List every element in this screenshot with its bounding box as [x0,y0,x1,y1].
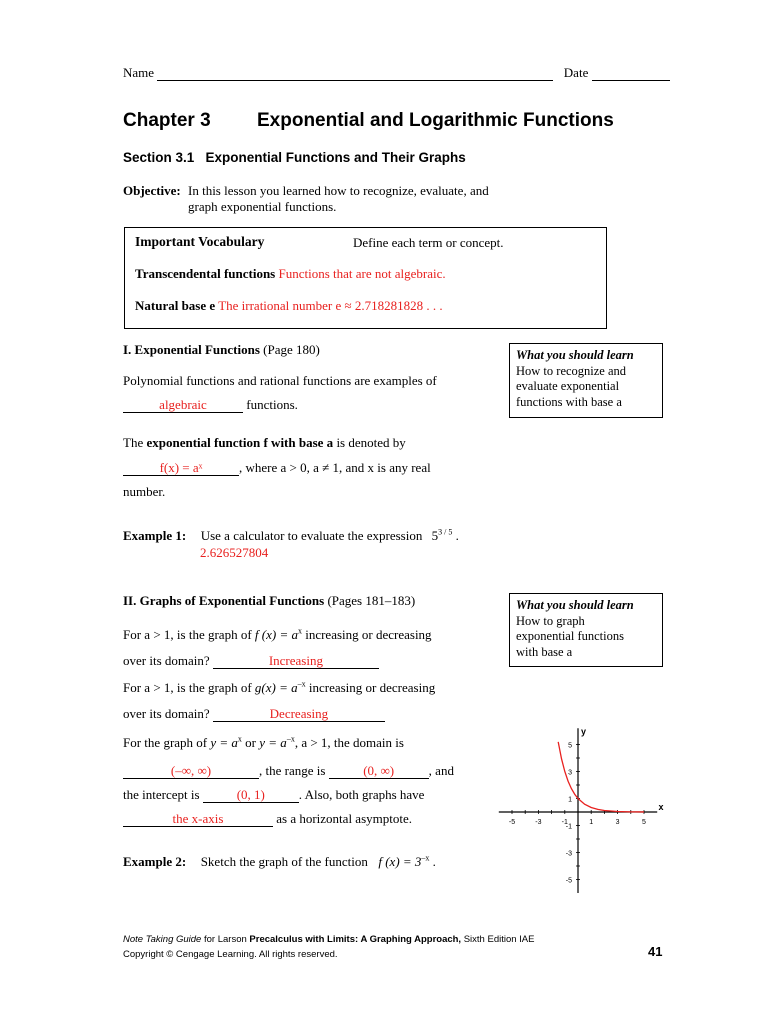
part2-heading-line [123,593,415,609]
answer-intercept[interactable]: (0, 1) [203,788,299,803]
example1-answer[interactable]: 2.626527804 [200,545,269,560]
text: For a > 1, is the graph of [123,680,252,695]
answer-increasing[interactable]: Increasing [213,654,379,669]
sidebar-line: How to recognize and [516,363,627,378]
vocab-item-transcendental [135,266,446,282]
sidebar-line: with base a [516,644,573,659]
vocab-definition[interactable]: The irrational number e ≈ 2.718281828 . . . [218,298,443,313]
part2-intercept-line [123,787,424,803]
math-exponent: –x [286,734,295,744]
part2-q1-answer-line [123,653,379,669]
text: . Also, both graphs have [298,787,425,802]
footer-guide-line [123,934,534,945]
vocabulary-instruction: Define each term or concept. [353,235,504,250]
part1-answer-line2 [123,460,431,476]
part1-heading-line [123,342,320,358]
math-expression: f (x) = a [254,627,298,642]
example2-text: Sketch the graph of the function [200,854,368,869]
sidebar-what-you-should-learn-2 [509,593,663,667]
answer-range[interactable]: (0, ∞) [329,764,429,779]
sidebar-line: evaluate exponential [516,379,620,393]
part1-line2 [123,435,406,451]
vocab-term: Transcendental functions [135,266,276,281]
x-tick-label: 1 [589,819,594,826]
text: The [123,435,144,450]
x-tick-label: -5 [508,819,516,826]
x-tick-label: -1 [561,819,568,826]
part1-pages: (Page 180) [263,342,320,357]
vocab-item-natural-base [135,298,443,314]
text: over its domain? [123,706,210,721]
text: , where a > 0, a ≠ 1, and x is any real [239,460,431,475]
part1-line1: Polynomial functions and rational functions are examples of [123,373,437,388]
math-expression: g(x) = a [254,680,298,695]
date-field[interactable] [592,66,670,81]
math-expression: y = a [210,735,238,750]
vocabulary-box [124,227,607,329]
text: increasing or decreasing [308,680,436,695]
section-title: Section 3.1 Exponential Functions and Their Graphs [123,150,466,165]
text: For the graph of [123,735,208,750]
text-bold: exponential function f with base a [146,435,334,450]
date-label: Date [563,65,589,80]
text: , the range is [259,763,326,778]
footer-text: for Larson [203,934,247,945]
footer-guide-title: Note Taking Guide [123,934,202,945]
example1-label: Example 1: [123,528,187,543]
vocabulary-title: Important Vocabulary [135,234,265,249]
text: . [432,854,436,869]
part1-line3: number. [123,484,166,499]
math-exponent: x [297,626,302,636]
objective-line-1: In this lesson you learned how to recognize, evaluate, and [188,183,489,198]
part1-heading: I. Exponential Functions [123,342,260,357]
y-tick-label: 5 [568,742,572,750]
part1-after1: functions. [246,397,298,412]
sidebar-title: What you should learn [516,348,634,362]
text: . [455,528,459,543]
text: For a > 1, is the graph of [123,627,252,642]
y-tick-label: -3 [565,850,572,858]
footer-copyright: Copyright © Cengage Learning. All rights reserved. [123,949,338,960]
x-axis-label: x [658,802,664,812]
text: as a horizontal asymptote. [276,811,412,826]
part2-asymptote-line [123,811,412,827]
example1-text: Use a calculator to evaluate the expression [200,528,423,543]
y-tick-label: -5 [565,877,572,885]
footer-edition: Sixth Edition IAE [463,934,535,945]
x-tick-label: 5 [642,819,646,826]
text: over its domain? [123,653,210,668]
answer-domain[interactable]: (–∞, ∞) [123,764,259,779]
text: the intercept is [123,787,200,802]
sidebar-line: functions with base a [516,394,622,409]
name-label: Name [123,65,155,80]
text: increasing or decreasing [305,627,432,642]
text: or [245,735,257,750]
footer-book-title: Precalculus with Limits: A Graphing Approach, [249,934,462,945]
example2-line [123,854,436,870]
part2-pages: (Pages 181–183) [327,593,416,608]
y-tick-label: 1 [568,796,572,804]
name-field[interactable] [157,66,553,81]
answer-decreasing[interactable]: Decreasing [213,707,385,722]
part2-q2-line [123,680,435,696]
text: is denoted by [336,435,406,450]
math-exponent: 3 / 5 [438,527,453,537]
page-number: 41 [648,944,663,959]
math-exponent: –x [421,853,430,863]
math-exponent: x [237,734,242,744]
vocab-term: Natural base e [135,298,216,313]
chapter-number: Chapter 3 [123,110,211,131]
objective-line-2: graph exponential functions. [188,199,337,214]
example2-label: Example 2: [123,854,187,869]
answer-algebraic[interactable]: algebraic [123,398,243,413]
answer-exponential-function[interactable]: f(x) = aˣ [123,461,239,476]
math-exponent: –x [297,679,306,689]
chapter-title: Exponential and Logarithmic Functions [257,110,614,131]
sidebar-line: exponential functions [516,629,624,643]
math-base: 5 [431,528,439,543]
text: , a > 1, the domain is [294,735,404,750]
part2-heading: II. Graphs of Exponential Functions [123,593,325,608]
math-expression: f (x) = 3 [378,854,422,869]
sidebar-title: What you should learn [516,598,634,612]
text: , and [428,763,454,778]
x-tick-label: -3 [535,819,542,826]
example1-line [123,528,459,544]
y-axis-label: y [581,728,587,737]
sidebar-line: How to graph [516,613,585,628]
math-expression: y = a [259,735,287,750]
x-tick-label: 3 [615,819,620,826]
objective-label: Objective: [123,183,181,198]
part2-q3-line [123,735,404,751]
exponential-graph [498,728,668,898]
part1-answer-line1 [123,397,298,413]
vocab-definition[interactable]: Functions that are not algebraic. [278,266,446,281]
header-line [123,65,668,81]
part2-q1-line [123,627,432,643]
part2-domain-range-line [123,763,454,779]
answer-asymptote[interactable]: the x-axis [123,812,273,827]
sidebar-what-you-should-learn-1 [509,343,663,418]
y-tick-label: -1 [565,823,572,831]
part2-q2-answer-line [123,706,385,722]
y-tick-label: 3 [568,769,572,777]
